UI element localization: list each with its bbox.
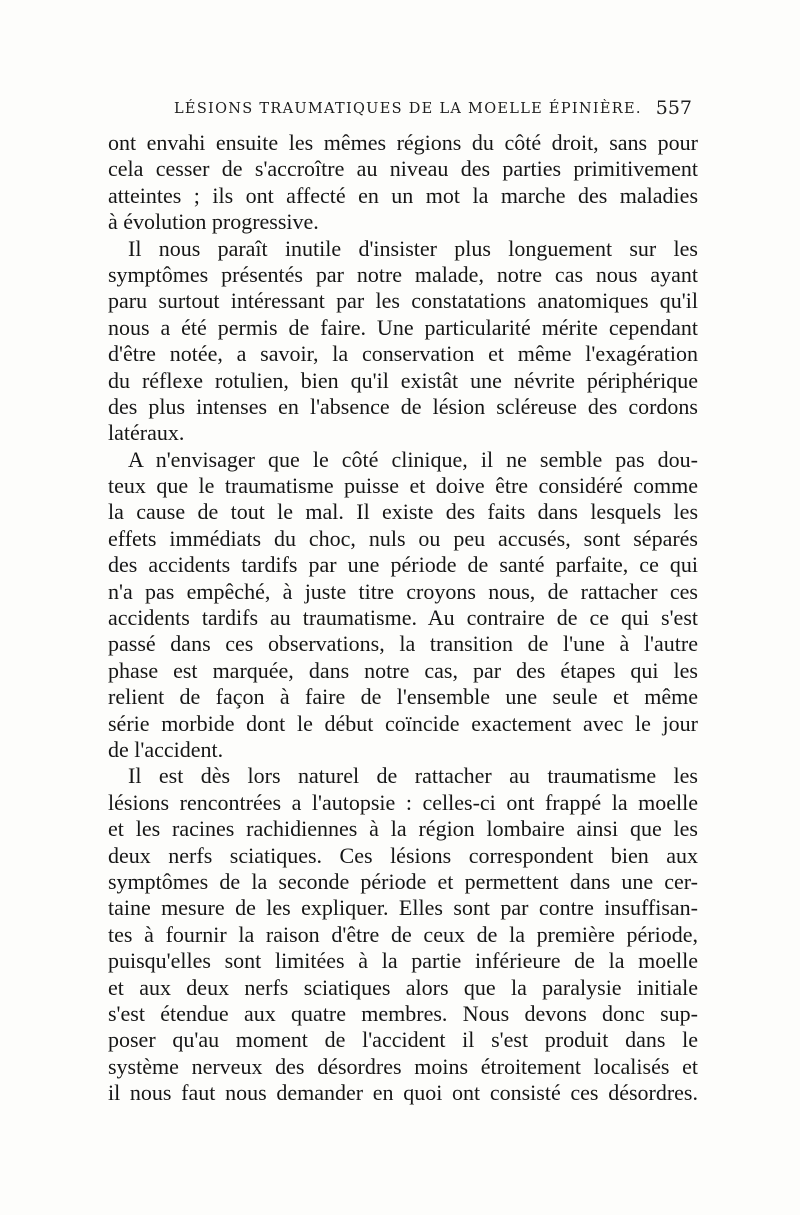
text-line: Il est dès lors naturel de rattacher au traumatisme les: [128, 763, 698, 789]
text-line: Il nous paraît inutile d'insister plus longuement sur les: [128, 235, 698, 261]
text-line: relient de façon à faire de l'ensemble une seule et même: [108, 684, 698, 710]
paragraph: [108, 447, 698, 764]
text-line: passé dans ces observations, la transition de l'une à l'autre: [108, 631, 698, 657]
text-line: deux nerfs sciatiques. Ces lésions correspondent bien aux: [108, 842, 698, 868]
text-line: nous a été permis de faire. Une particularité mérite cependant: [108, 314, 698, 340]
text-line: et les racines rachidiennes à la région lombaire ainsi que les: [108, 816, 698, 842]
text-line: s'est étendue aux quatre membres. Nous devons donc sup-: [108, 1000, 698, 1026]
text-line: poser qu'au moment de l'accident il s'est produit dans le: [108, 1027, 698, 1053]
paragraph: [108, 236, 698, 447]
text-line: de l'accident.: [108, 736, 224, 762]
body-text: [108, 130, 698, 1106]
text-line: symptômes présentés par notre malade, notre cas nous ayant: [108, 261, 698, 287]
text-line: du réflexe rotulien, bien qu'il existât une névrite périphérique: [108, 367, 698, 393]
page-header: [106, 97, 696, 127]
text-line: la cause de tout le mal. Il existe des faits dans lesquels les: [108, 499, 698, 525]
text-line: teux que le traumatisme puisse et doive être considéré comme: [108, 473, 698, 499]
page-number: 557: [655, 97, 692, 119]
text-line: des plus intenses en l'absence de lésion scléreuse des cordons: [108, 393, 698, 419]
text-line: taine mesure de les expliquer. Elles sont par contre insuffisan-: [108, 895, 698, 921]
text-line: tes à fournir la raison d'être de ceux de la première période,: [108, 921, 698, 947]
text-line: puisqu'elles sont limitées à la partie inférieure de la moelle: [108, 948, 698, 974]
text-line: latéraux.: [108, 420, 185, 446]
text-line: d'être notée, a savoir, la conservation et même l'exagération: [108, 341, 698, 367]
paragraph: [108, 130, 698, 236]
text-line: ont envahi ensuite les mêmes régions du côté droit, sans pour: [108, 130, 698, 155]
text-line: cela cesser de s'accroître au niveau des parties primitivement: [108, 156, 698, 182]
paragraph: [108, 763, 698, 1106]
text-line: système nerveux des désordres moins étroitement localisés et: [108, 1053, 698, 1079]
text-line: effets immédiats du choc, nuls ou peu accusés, sont séparés: [108, 525, 698, 551]
text-line: n'a pas empêché, à juste titre croyons nous, de rattacher ces: [108, 578, 698, 604]
text-line: il nous faut nous demander en quoi ont consisté ces désordres.: [108, 1080, 698, 1106]
text-line: paru surtout intéressant par les constatations anatomiques qu'il: [108, 288, 698, 314]
text-line: atteintes ; ils ont affecté en un mot la marche des maladies: [108, 182, 698, 208]
running-title: LÉSIONS TRAUMATIQUES DE LA MOELLE ÉPINIÈRE.: [174, 101, 642, 117]
text-line: des accidents tardifs par une période de santé parfaite, ce qui: [108, 552, 698, 578]
text-line: accidents tardifs au traumatisme. Au contraire de ce qui s'est: [108, 605, 698, 631]
text-line: A n'envisager que le côté clinique, il ne semble pas dou-: [128, 446, 698, 472]
text-line: lésions rencontrées a l'autopsie : celles-ci ont frappé la moelle: [108, 789, 698, 815]
text-line: série morbide dont le début coïncide exactement avec le jour: [108, 710, 698, 736]
text-line: à évolution progressive.: [108, 209, 319, 235]
text-line: et aux deux nerfs sciatiques alors que la paralysie initiale: [108, 974, 698, 1000]
text-line: symptômes de la seconde période et permettent dans une cer-: [108, 868, 698, 894]
text-line: phase est marquée, dans notre cas, par des étapes qui les: [108, 657, 698, 683]
